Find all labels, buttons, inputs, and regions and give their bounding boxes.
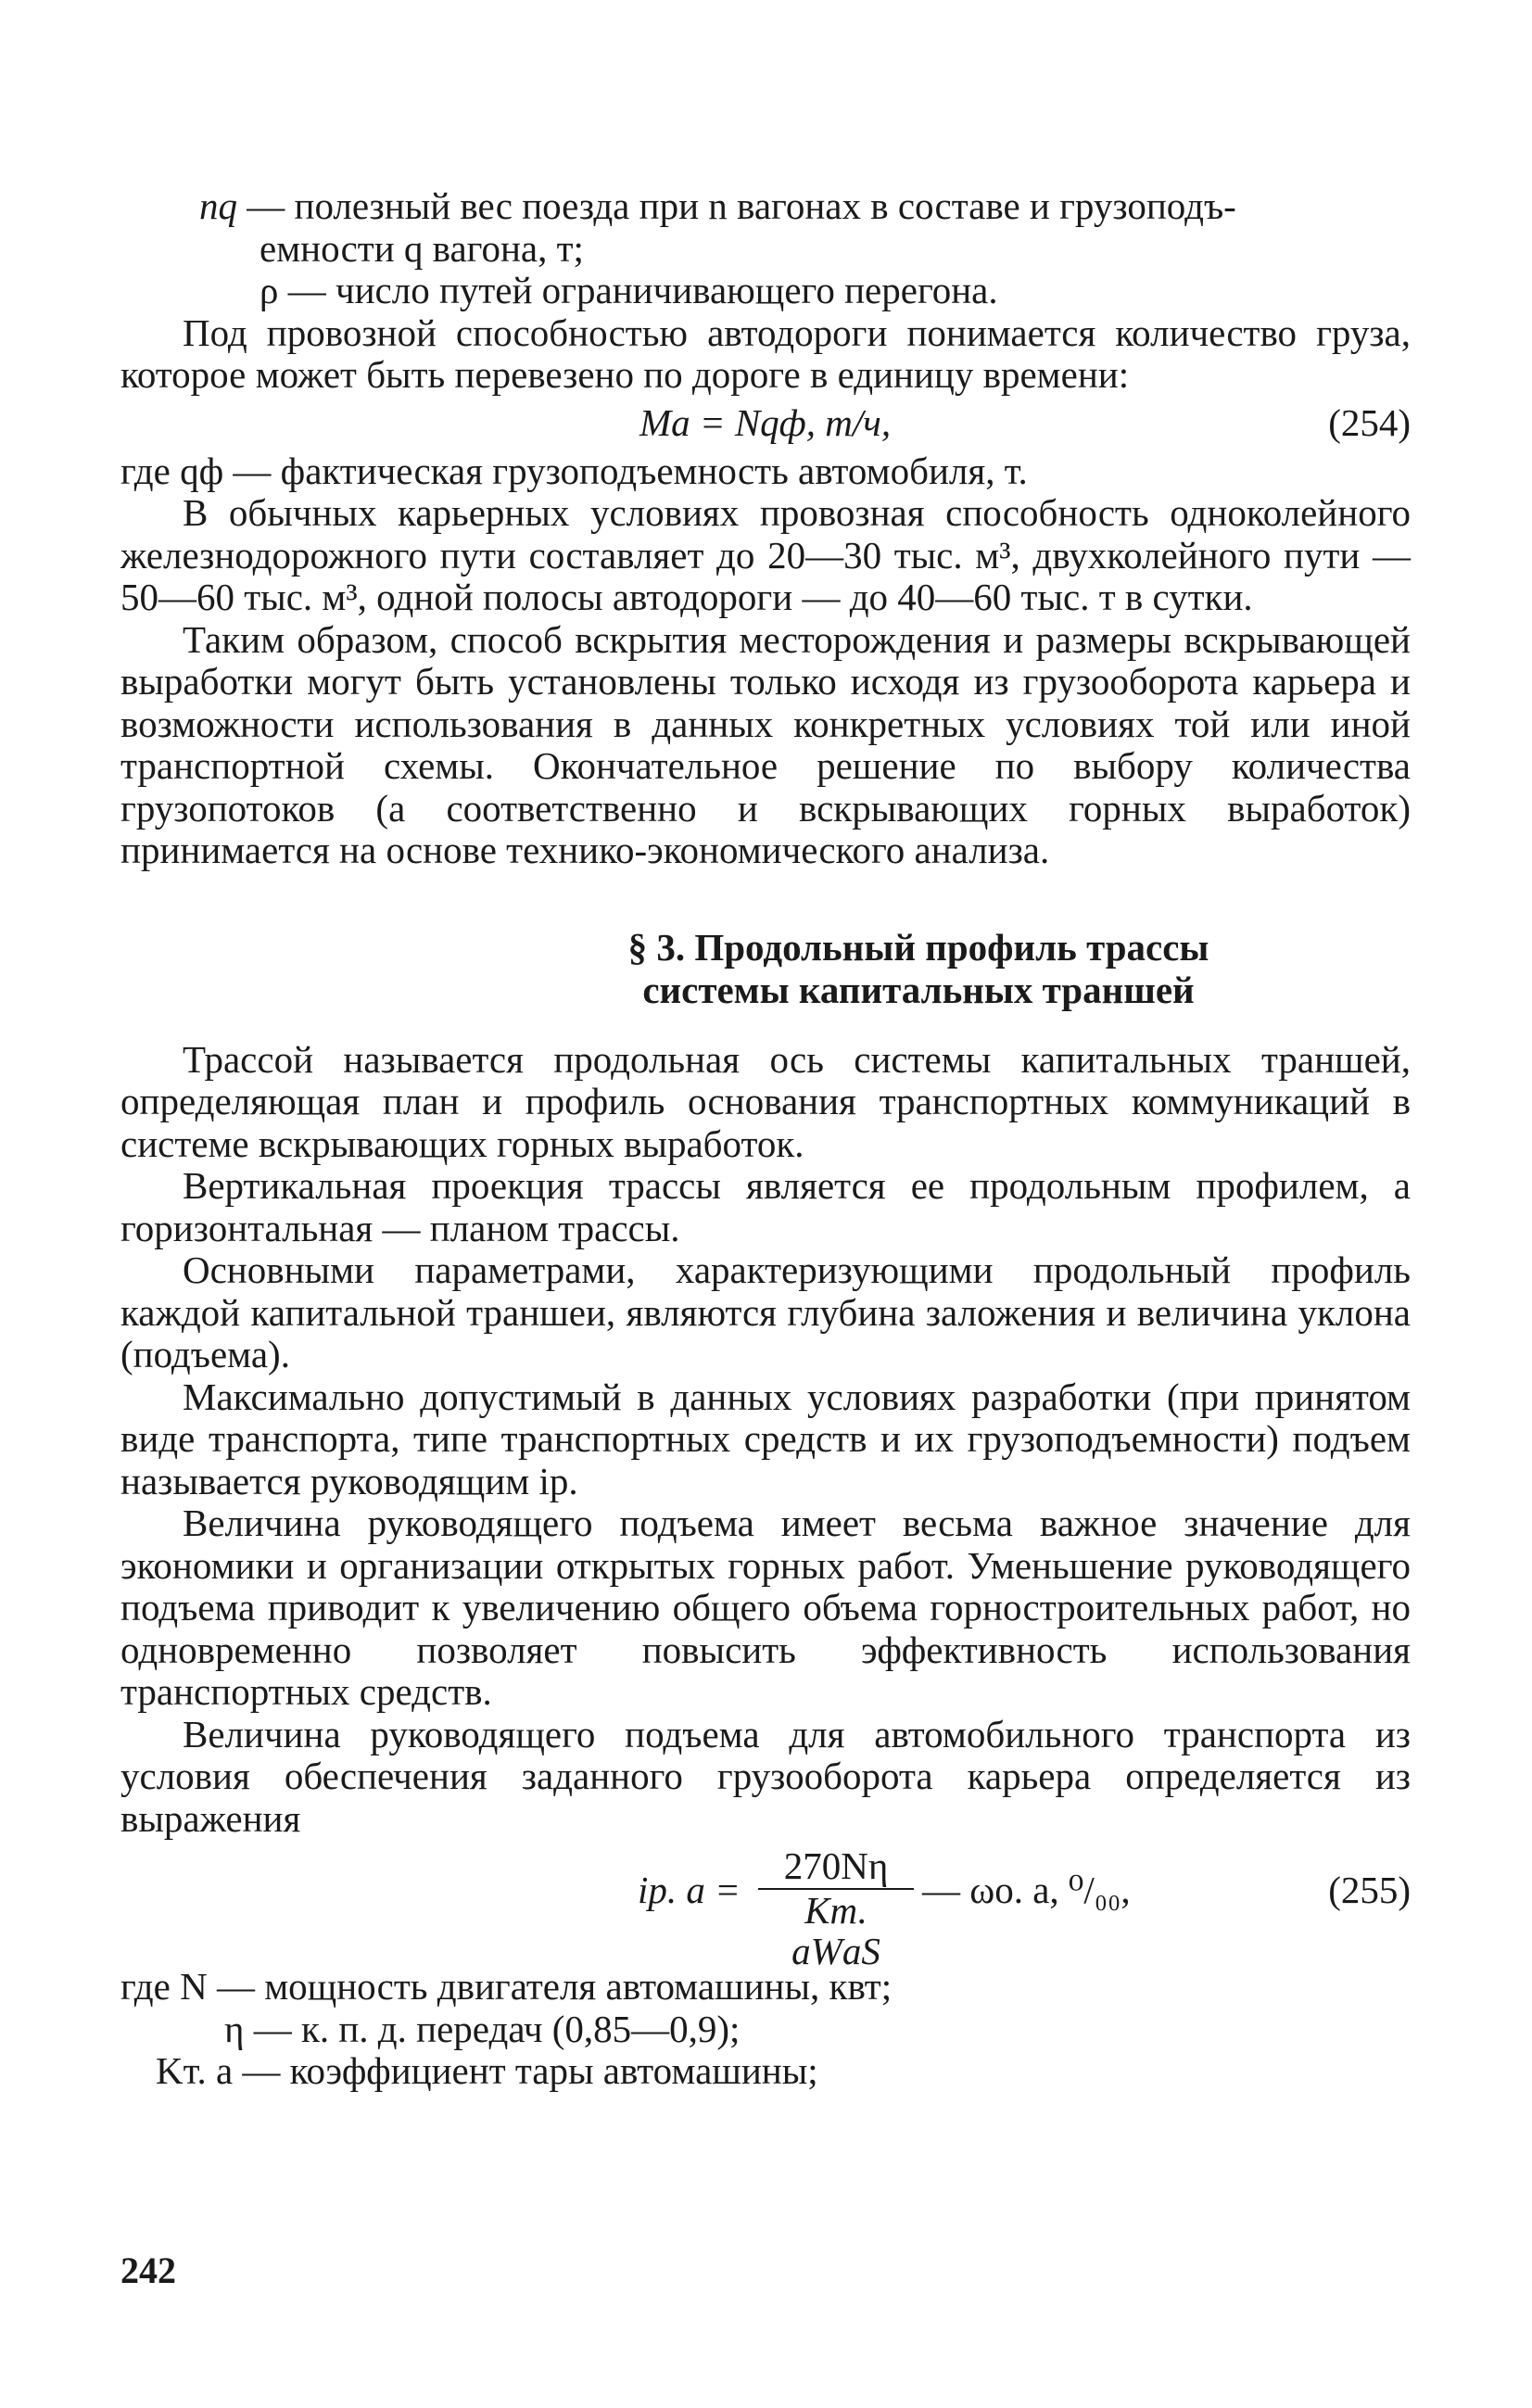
paragraph-5: Трассой называется продольная ось системы капитальных траншей, определяющая план и профиль основания транспортных коммуникаций в системе вскрывающих горных выработок. — [120, 1037, 1411, 1165]
paragraph-4: Таким образом, способ вскрытия месторождения и размеры вскрывающей выработки могут быть установлены только исходя из грузооборота карьера и возможности использования в данных конкретных условиях той или иной транспортной схемы. Окончательное решение по выбору количества грузопотоков (а соответственно и вскрывающих горных выработок) принимается на основе технико-экономического анализа. — [120, 617, 1411, 871]
formula-255-number: (255) — [1328, 1869, 1411, 1911]
definitions-bottom — [120, 1966, 1411, 2093]
formula-255-fraction — [758, 1845, 914, 1971]
paragraph-8: Максимально допустимый в данных условиях разработки (при принятом виде транспорта, типе транспортных средств и их грузоподъемности) подъем называется руководящим iр. — [120, 1375, 1411, 1502]
def-nq-cont: емности q вагона, т; — [260, 226, 584, 270]
formula-255-numerator: 270Nη — [758, 1845, 914, 1890]
formula-254-expr: Mа = Nqф, т/ч, — [639, 400, 892, 444]
formula-255-rhs: — ωо. а, ⁰/₀₀, — [922, 1869, 1131, 1911]
paragraph-7: Основными параметрами, характеризующими продольный профиль каждой капитальной траншеи, являются глубина заложения и величина уклона (подъема). — [120, 1248, 1411, 1375]
def-K: Kт. а — коэффициент тары автомашины; — [156, 2049, 818, 2092]
paragraph-2: где qф — фактическая грузоподъемность автомобиля, т. — [120, 449, 1028, 492]
paragraph-3: В обычных карьерных условиях провозная способность одноколейного железнодорожного пути составляет до 20—30 тыс. м³, двухколейного пути — 50—60 тыс. м³, одной полосы автодороги — до 40—60 тыс. т в сутки. — [120, 491, 1411, 618]
formula-255 — [120, 1844, 1411, 1972]
paragraph-1: Под провозной способностью автодороги понимается количество груза, которое может быть перевезено по дороге в единицу времени: — [120, 311, 1411, 396]
def-eta: η — к. п. д. передач (0,85—0,9); — [224, 2007, 741, 2050]
formula-254 — [120, 402, 1411, 447]
section-heading — [120, 926, 1411, 1011]
formula-254-number: (254) — [1328, 400, 1411, 444]
paragraph-10: Величина руководящего подъема для автомобильного транспорта из условия обеспечения заданного грузооборота карьера определяется из выражения — [120, 1712, 1411, 1840]
def-N: где N — мощность двигателя автомашины, квт; — [120, 1965, 893, 2008]
page-number: 242 — [120, 2250, 176, 2291]
heading-line-1: § 3. Продольный профиль трассы — [627, 925, 1209, 969]
heading-line-2: системы капитальных траншей — [642, 968, 1195, 1011]
formula-255-lhs: iр. а = — [638, 1869, 741, 1911]
paragraph-9: Величина руководящего подъема имеет весьма важное значение для экономики и организации открытых горных работ. Уменьшение руководящего подъема приводит к увеличению общего объема горностроительных работ, но одновременно позволяет повысить эффективность использования транспортных средств. — [120, 1502, 1411, 1713]
definitions-top — [120, 185, 1411, 312]
formula-255-denominator: Kт. аWаS — [791, 1889, 880, 1972]
page-body — [120, 185, 1411, 2093]
def-nq: nq — полезный вес поезда при n вагонах в составе и грузоподъ- — [199, 184, 1236, 227]
def-rho: ρ — число путей ограничивающего перегона. — [260, 269, 998, 311]
paragraph-6: Вертикальная проекция трассы является ее продольным профилем, а горизонтальная — планом трассы. — [120, 1164, 1411, 1249]
